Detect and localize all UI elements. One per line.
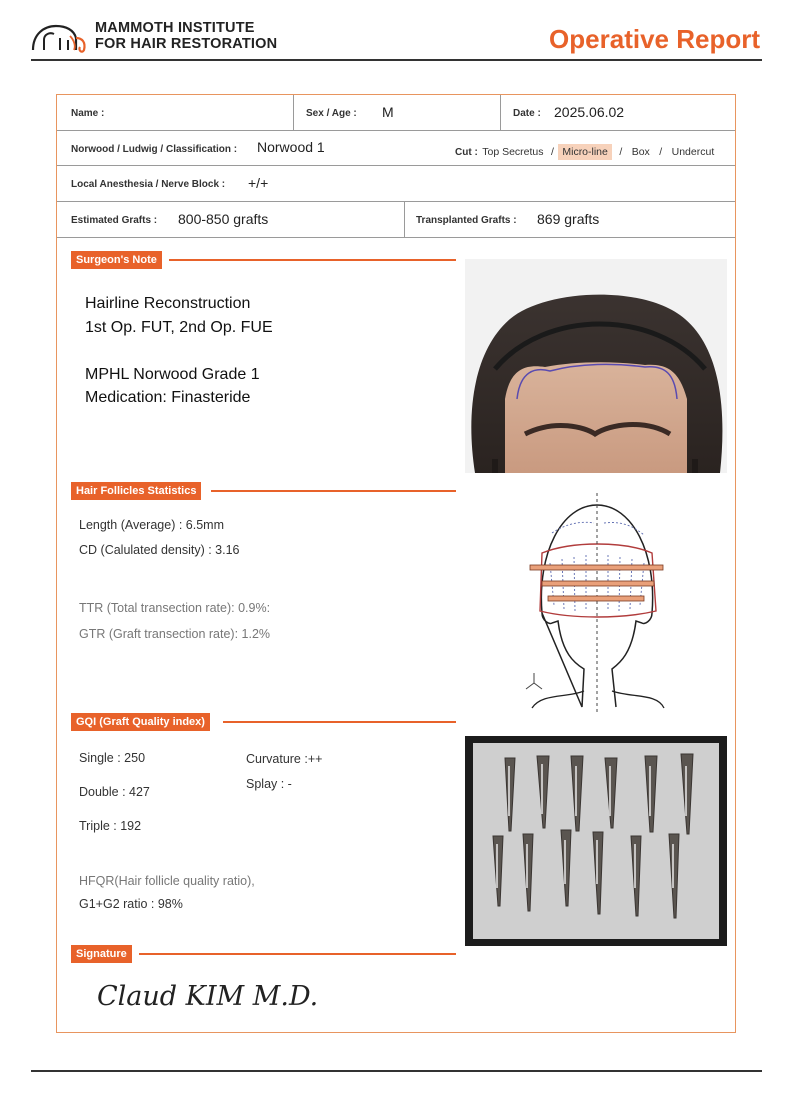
- col-divider: [500, 95, 501, 130]
- sex-age-label: Sex / Age :: [306, 108, 357, 119]
- triple-stat: Triple : 192: [79, 819, 142, 833]
- note-line: Hairline Reconstruction: [85, 295, 251, 312]
- cut-option-top-secretus[interactable]: Top Secretus: [482, 146, 544, 158]
- section-line: [211, 490, 456, 492]
- row-divider: [57, 130, 735, 131]
- surgeon-signature: Claud KIM M.D.: [97, 981, 319, 1012]
- gqi-heading: GQI (Graft Quality index): [71, 713, 210, 731]
- cut-label: Cut :: [455, 147, 478, 158]
- cut-option-micro-line[interactable]: Micro-line: [558, 144, 612, 160]
- note-line: 1st Op. FUT, 2nd Op. FUE: [85, 318, 273, 336]
- footer-divider: [31, 1070, 762, 1072]
- page-title: Operative Report: [549, 24, 760, 54]
- note-line: Medication: Finasteride: [85, 389, 251, 406]
- double-stat: Double : 427: [79, 785, 150, 799]
- estimated-grafts-field[interactable]: 800-850 grafts: [178, 211, 269, 227]
- transplanted-grafts-label: Transplanted Grafts :: [416, 215, 517, 226]
- mammoth-logo-icon: [30, 20, 90, 54]
- header-divider: [31, 59, 762, 61]
- section-line: [223, 721, 456, 723]
- cut-separator: /: [550, 146, 554, 158]
- classification-field[interactable]: Norwood 1: [257, 139, 325, 155]
- col-divider: [404, 201, 405, 237]
- org-line-1: MAMMOTH INSTITUTE: [95, 20, 255, 36]
- section-line: [139, 953, 456, 955]
- surgeons-note-header: [71, 251, 456, 269]
- cut-separator: /: [619, 146, 623, 158]
- follicle-stats-header: [71, 482, 456, 500]
- curvature-stat: Curvature :++: [246, 752, 323, 766]
- surgeons-note-heading: Surgeon's Note: [71, 251, 162, 269]
- row-divider: [57, 165, 735, 166]
- date-field[interactable]: 2025.06.02: [554, 104, 625, 120]
- donor-area-diagram: [512, 493, 682, 715]
- length-stat: Length (Average) : 6.5mm: [79, 518, 224, 532]
- ttr-stat: TTR (Total transection rate): 0.9%:: [79, 601, 271, 615]
- gqi-header: [71, 713, 456, 731]
- name-label: Name :: [71, 108, 105, 119]
- organization-name: [95, 20, 277, 52]
- single-stat: Single : 250: [79, 751, 146, 765]
- classification-label: Norwood / Ludwig / Classification :: [71, 144, 238, 155]
- anesthesia-label: Local Anesthesia / Nerve Block :: [71, 179, 226, 190]
- splay-stat: Splay : -: [246, 777, 292, 791]
- cut-option-undercut[interactable]: Undercut: [671, 146, 715, 158]
- anesthesia-field[interactable]: +/+: [248, 175, 269, 191]
- note-line: MPHL Norwood Grade 1: [85, 365, 260, 383]
- estimated-grafts-label: Estimated Grafts :: [71, 215, 158, 226]
- row-divider: [57, 201, 735, 202]
- surgeons-note-text: [85, 292, 273, 410]
- graft-photo: [465, 736, 727, 946]
- signature-heading: Signature: [71, 945, 132, 963]
- signature-header: [71, 945, 456, 963]
- org-line-2: FOR HAIR RESTORATION: [95, 36, 278, 52]
- hfqr-stat-line2: G1+G2 ratio : 98%: [79, 897, 183, 911]
- note-line-blank: [85, 339, 273, 363]
- cd-stat: CD (Calulated density) : 3.16: [79, 543, 240, 557]
- follicle-stats-heading: Hair Follicles Statistics: [71, 482, 201, 500]
- sex-age-field[interactable]: M: [382, 104, 394, 120]
- hairline-photo: [465, 259, 727, 473]
- date-label: Date :: [513, 108, 541, 119]
- row-divider: [57, 237, 735, 238]
- report-form: [56, 94, 736, 1033]
- gtr-stat: GTR (Graft transection rate): 1.2%: [79, 627, 271, 641]
- cut-options: [455, 142, 714, 160]
- cut-option-box[interactable]: Box: [631, 146, 650, 158]
- transplanted-grafts-field[interactable]: 869 grafts: [537, 211, 600, 227]
- hfqr-stat-line1: HFQR(Hair follicle quality ratio),: [79, 874, 255, 888]
- section-line: [169, 259, 456, 261]
- col-divider: [293, 95, 294, 130]
- cut-separator: /: [659, 146, 663, 158]
